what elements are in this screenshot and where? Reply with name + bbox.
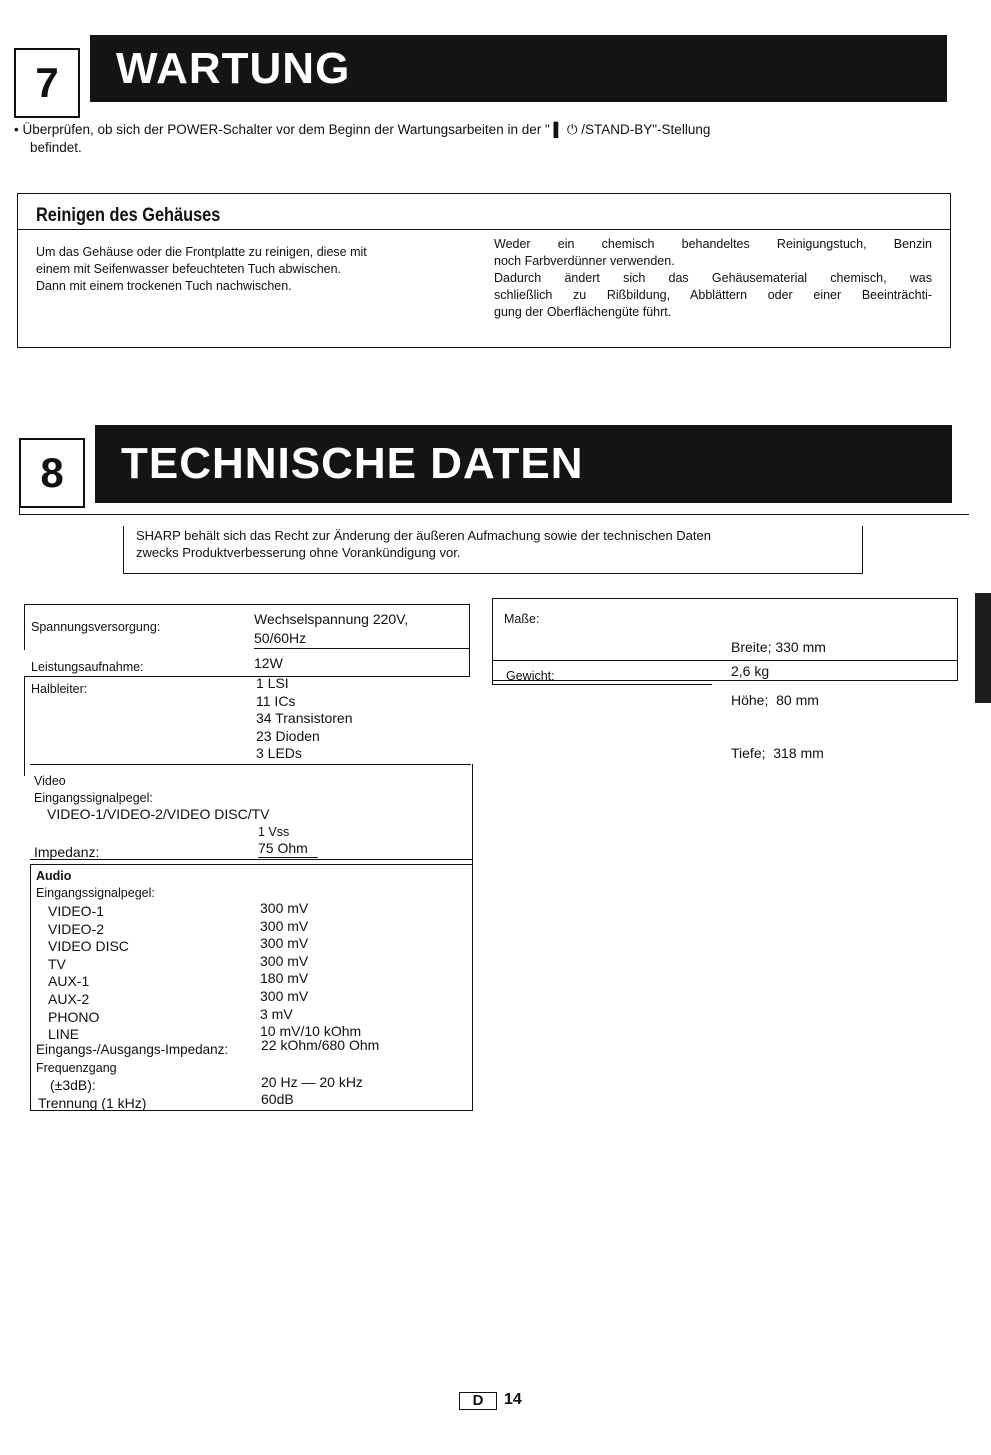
- audio-input-value: 300 mV: [260, 900, 309, 916]
- weight-label: Gewicht:: [506, 669, 555, 683]
- audio-input-value: 300 mV: [260, 917, 309, 934]
- section-7-title: WARTUNG: [90, 35, 947, 102]
- dimensions-label: Maße:: [504, 612, 540, 626]
- spec-rule: [30, 864, 473, 865]
- cleaning-right-line: schließlich zu Rißbildung, Abblättern oder einer Beeinträchti-: [494, 288, 932, 302]
- dimension-item: Höhe; 80 mm: [731, 691, 819, 708]
- spec-rule: [469, 604, 470, 677]
- spec-rule: [258, 857, 318, 858]
- audio-input-level-label: Eingangssignalpegel:: [36, 886, 155, 900]
- audio-input-name: TV: [48, 955, 66, 972]
- audio-input-value: 300 mV: [260, 952, 309, 969]
- semiconductor-item: 23 Dioden: [256, 727, 320, 744]
- audio-input-name: PHONO: [48, 1008, 100, 1025]
- spec-rule: [472, 764, 473, 1111]
- audio-input-name: AUX-1: [48, 973, 90, 990]
- power-supply-value1: Wechselspannung 220V,: [254, 611, 409, 627]
- spec-rule: [30, 1110, 473, 1111]
- dimension-item: Breite; 330 mm: [731, 639, 826, 656]
- separation-label: Trennung (1 kHz): [38, 1095, 147, 1111]
- spec-rule: [24, 604, 469, 605]
- section-8-title: TECHNISCHE DATEN: [95, 425, 952, 503]
- spec-rule: [492, 598, 958, 599]
- notice-line1: SHARP behält sich das Recht zur Änderung der äußeren Aufmachung sowie der technischen Daten: [136, 528, 711, 543]
- audio-input-value: 300 mV: [260, 935, 309, 952]
- video-heading: Video: [34, 774, 66, 788]
- semiconductors-values: [256, 675, 353, 763]
- cleaning-right-text: [494, 236, 932, 321]
- audio-input-value: 3 mV: [260, 1005, 293, 1022]
- audio-input-value: 180 mV: [260, 970, 309, 987]
- video-inputs-label: VIDEO-1/VIDEO-2/VIDEO DISC/TV: [47, 806, 270, 822]
- section-8-bottom-rule: [19, 514, 969, 515]
- maintenance-note: [14, 121, 914, 156]
- consumption-value: 12W: [254, 655, 283, 671]
- impedance-label: Impedanz:: [34, 844, 100, 860]
- freq-label1: Frequenzgang: [36, 1061, 117, 1075]
- dimension-item: Tiefe; 318 mm: [731, 744, 824, 761]
- cleaning-box-title: Reinigen des Gehäuses: [36, 205, 221, 226]
- cleaning-right-line: Dadurch ändert sich das Gehäusematerial chemisch, was: [494, 271, 932, 285]
- audio-input-values: [260, 900, 361, 1041]
- audio-input-name: VIDEO-1: [48, 903, 105, 919]
- audio-input-name: AUX-2: [48, 990, 90, 1007]
- semiconductor-item: 11 ICs: [256, 692, 296, 709]
- semiconductor-item: 3 LEDs: [256, 745, 302, 762]
- spec-rule: [30, 864, 31, 1111]
- power-supply-value2: 50/60Hz: [254, 630, 307, 646]
- consumption-label: Leistungsaufnahme:: [31, 660, 144, 674]
- separation-value: 60dB: [261, 1091, 294, 1107]
- semiconductor-item: 34 Transistoren: [256, 710, 353, 727]
- semiconductor-item: 1 LSI: [256, 675, 289, 691]
- semiconductors-label: Halbleiter:: [31, 682, 88, 696]
- cleaning-right-line: Weder ein chemisch behandeltes Reinigungstuch, Benzin: [494, 237, 932, 251]
- spec-rule: [24, 676, 469, 677]
- spec-rule: [492, 684, 712, 685]
- section-8-number: 8: [19, 438, 85, 508]
- spec-rule: [492, 660, 958, 661]
- audio-input-name: VIDEO DISC: [48, 938, 129, 955]
- cleaning-left-line: einem mit Seifenwasser befeuchteten Tuch abwischen.: [36, 262, 342, 276]
- spec-rule: [492, 598, 493, 684]
- maintenance-note-line1: • Überprüfen, ob sich der POWER-Schalter vor dem Beginn der Wartungsarbeiten in der " ▌ ⏻ /STAND-BY"-Stellung: [14, 122, 711, 137]
- notice-line2: zwecks Produktverbesserung ohne Vorankündigung vor.: [136, 545, 461, 560]
- freq-value: 20 Hz — 20 kHz: [261, 1074, 363, 1090]
- io-impedance-value: 22 kOhm/680 Ohm: [261, 1037, 380, 1053]
- spec-rule: [30, 764, 471, 765]
- audio-input-name: VIDEO-2: [48, 920, 105, 937]
- spec-rule: [492, 680, 958, 681]
- cleaning-left-line: Um das Gehäuse oder die Frontplatte zu reinigen, diese mit: [36, 245, 367, 259]
- spec-rule: [254, 648, 469, 649]
- io-impedance-label: Eingangs-/Ausgangs-Impedanz:: [36, 1042, 229, 1057]
- cleaning-box-title-rule: [17, 229, 951, 230]
- freq-label2: (±3dB):: [50, 1077, 96, 1093]
- spec-rule: [24, 676, 25, 776]
- section-8-left-rule: [19, 504, 20, 514]
- audio-input-value: 10 mV/10 kOhm: [260, 1023, 362, 1040]
- cleaning-left-line: Dann mit einem trockenen Tuch nachwischen.: [36, 279, 292, 293]
- audio-input-name: LINE: [48, 1026, 80, 1043]
- audio-input-names: [48, 903, 129, 1044]
- spec-rule: [24, 604, 25, 650]
- cleaning-right-line: noch Farbverdünner verwenden.: [494, 254, 675, 268]
- dimensions-values: [731, 604, 826, 798]
- spec-rule: [30, 859, 473, 860]
- audio-heading: Audio: [36, 869, 72, 883]
- section-7-number: 7: [14, 48, 80, 118]
- video-inputs-value: 1 Vss: [258, 825, 290, 839]
- edge-tab-mark: [975, 593, 991, 703]
- footer-page-number: 14: [504, 1391, 522, 1408]
- power-supply-label: Spannungsversorgung:: [31, 620, 161, 634]
- spec-rule: [957, 598, 958, 680]
- maintenance-note-line2: befindet.: [30, 139, 82, 155]
- footer-lang-code: D: [459, 1392, 497, 1410]
- cleaning-left-text: [36, 244, 466, 295]
- impedance-value: 75 Ohm: [258, 840, 308, 856]
- notice-text: [136, 527, 856, 561]
- weight-value: 2,6 kg: [731, 663, 770, 679]
- audio-input-value: 300 mV: [260, 987, 309, 1004]
- cleaning-right-line: gung der Oberflächengüte führt.: [494, 305, 672, 319]
- video-input-level-label: Eingangssignalpegel:: [34, 791, 153, 805]
